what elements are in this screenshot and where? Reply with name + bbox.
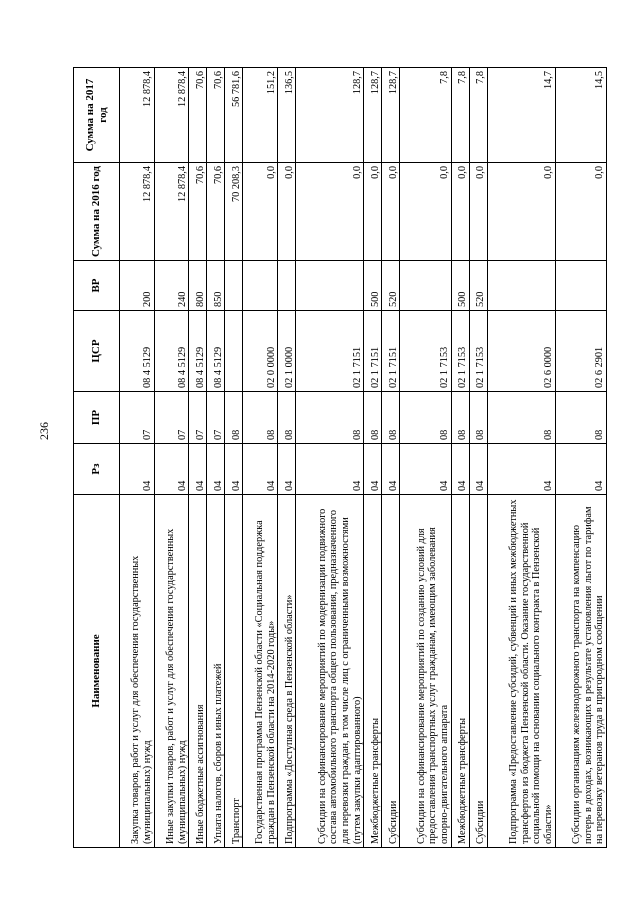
cell-pr: 08 <box>469 392 487 444</box>
cell-pr: 07 <box>189 392 207 444</box>
cell-sum-2017: 56 781,6 <box>225 68 243 163</box>
cell-rz: 04 <box>382 444 400 495</box>
cell-csr: 02 1 7151 <box>296 311 364 392</box>
cell-vr: 850 <box>207 261 225 311</box>
cell-rz: 04 <box>364 444 382 495</box>
cell-csr: 02 1 7153 <box>400 311 451 392</box>
cell-rz: 04 <box>400 444 451 495</box>
cell-sum-2017: 7,8 <box>451 68 469 163</box>
table-row <box>487 68 555 848</box>
cell-pr: 08 <box>225 392 243 444</box>
table-row <box>382 68 400 848</box>
cell-name: Закупка товаров, работ и услуг для обеспечения государственных (муниципальных) нужд <box>120 495 155 848</box>
cell-sum-2016: 0,0 <box>364 163 382 261</box>
cell-csr: 08 4 5129 <box>207 311 225 392</box>
cell-csr: 02 1 0000 <box>278 311 296 392</box>
cell-sum-2017: 7,8 <box>469 68 487 163</box>
table-row <box>225 68 243 848</box>
cell-sum-2016: 70,6 <box>207 163 225 261</box>
cell-name: Уплата налогов, сборов и иных платежей <box>207 495 225 848</box>
header-rz: Рз <box>74 444 120 495</box>
cell-name: Транспорт <box>225 495 243 848</box>
cell-vr: 800 <box>189 261 207 311</box>
cell-name: Государственная программа Пензенской области «Социальная поддержка граждан в Пензенской области на 2014-2020 годы» <box>243 495 278 848</box>
cell-sum-2017: 128,7 <box>382 68 400 163</box>
budget-table <box>73 67 607 848</box>
table-row <box>243 68 278 848</box>
cell-sum-2017: 12 878,4 <box>154 68 189 163</box>
cell-sum-2017: 14,5 <box>555 68 606 163</box>
cell-name: Иные закупки товаров, работ и услуг для обеспечения государственных (муниципальных) нужд <box>154 495 189 848</box>
cell-rz: 04 <box>154 444 189 495</box>
cell-rz: 04 <box>451 444 469 495</box>
cell-name: Подпрограмма «Предоставление субсидий, субвенций и иных межбюджетных трансфертов из бюджета Пензенской области. Оказание государственной социальной помощи на основании социального контракта в Пензенской области» <box>487 495 555 848</box>
table-row <box>400 68 451 848</box>
cell-vr <box>296 261 364 311</box>
cell-pr: 07 <box>207 392 225 444</box>
header-name: Наименование <box>74 495 120 848</box>
cell-pr: 08 <box>278 392 296 444</box>
cell-pr: 07 <box>120 392 155 444</box>
table-row <box>189 68 207 848</box>
cell-rz: 04 <box>555 444 606 495</box>
cell-sum-2017: 151,2 <box>243 68 278 163</box>
cell-vr: 500 <box>451 261 469 311</box>
cell-vr: 500 <box>364 261 382 311</box>
cell-name: Субсидии организациям железнодорожного транспорта на компенсацию потерь в доходах, возникающих в результате установления льгот по тарифам на перевозку ветеранов труда в пригородном сообщении <box>555 495 606 848</box>
cell-sum-2016: 0,0 <box>451 163 469 261</box>
table-row <box>296 68 364 848</box>
table-row <box>451 68 469 848</box>
cell-rz: 04 <box>469 444 487 495</box>
table-row <box>469 68 487 848</box>
cell-pr: 07 <box>154 392 189 444</box>
header-vr: ВР <box>74 261 120 311</box>
page-number: 236 <box>37 422 51 440</box>
cell-sum-2017: 14,7 <box>487 68 555 163</box>
cell-sum-2017: 7,8 <box>400 68 451 163</box>
cell-rz: 04 <box>278 444 296 495</box>
cell-sum-2016: 70 208,3 <box>225 163 243 261</box>
cell-sum-2016: 70,6 <box>189 163 207 261</box>
cell-name: Иные бюджетные ассигнования <box>189 495 207 848</box>
cell-pr: 08 <box>451 392 469 444</box>
cell-vr <box>487 261 555 311</box>
cell-csr: 02 1 7151 <box>364 311 382 392</box>
cell-csr: 02 1 7153 <box>469 311 487 392</box>
cell-rz: 04 <box>120 444 155 495</box>
cell-sum-2016: 0,0 <box>243 163 278 261</box>
cell-sum-2017: 12 878,4 <box>120 68 155 163</box>
table-header-row <box>74 68 120 848</box>
cell-sum-2016: 0,0 <box>487 163 555 261</box>
cell-rz: 04 <box>487 444 555 495</box>
cell-sum-2016: 12 878,4 <box>154 163 189 261</box>
cell-pr: 08 <box>555 392 606 444</box>
cell-sum-2016: 0,0 <box>555 163 606 261</box>
cell-vr <box>278 261 296 311</box>
cell-sum-2017: 136,5 <box>278 68 296 163</box>
cell-vr <box>400 261 451 311</box>
cell-rz: 04 <box>189 444 207 495</box>
table-row <box>278 68 296 848</box>
cell-sum-2017: 70,6 <box>189 68 207 163</box>
budget-table-rotated <box>73 68 607 848</box>
table-row <box>120 68 155 848</box>
cell-sum-2016: 0,0 <box>469 163 487 261</box>
cell-csr: 02 1 7151 <box>382 311 400 392</box>
cell-vr <box>225 261 243 311</box>
cell-csr: 02 0 0000 <box>243 311 278 392</box>
cell-sum-2016: 0,0 <box>382 163 400 261</box>
cell-name: Межбюджетные трансферты <box>451 495 469 848</box>
cell-sum-2017: 70,6 <box>207 68 225 163</box>
cell-pr: 08 <box>400 392 451 444</box>
cell-csr: 08 4 5129 <box>120 311 155 392</box>
table-row <box>364 68 382 848</box>
cell-sum-2016: 0,0 <box>296 163 364 261</box>
cell-sum-2017: 128,7 <box>296 68 364 163</box>
cell-vr <box>555 261 606 311</box>
cell-pr: 08 <box>487 392 555 444</box>
cell-vr: 200 <box>120 261 155 311</box>
cell-vr: 240 <box>154 261 189 311</box>
cell-sum-2016: 12 878,4 <box>120 163 155 261</box>
table-row <box>207 68 225 848</box>
cell-rz: 04 <box>207 444 225 495</box>
cell-rz: 04 <box>296 444 364 495</box>
cell-csr: 08 4 5129 <box>189 311 207 392</box>
cell-rz: 04 <box>243 444 278 495</box>
cell-name: Подпрограмма «Доступная среда в Пензенской области» <box>278 495 296 848</box>
cell-pr: 08 <box>364 392 382 444</box>
cell-name: Субсидии на софинансирование мероприятий по модернизации подвижного состава автомобильного транспорта общего пользования, предназначенного для перевозки граждан, в том числе лиц с ограниченными возможностями (путем закупки адаптированного) <box>296 495 364 848</box>
cell-pr: 08 <box>243 392 278 444</box>
cell-rz: 04 <box>225 444 243 495</box>
header-pr: ПР <box>74 392 120 444</box>
cell-name: Субсидии на софинансирование мероприятий по созданию условий для предоставления транспортных услуг гражданам, имеющим заболевания опорно-двигательного аппарата <box>400 495 451 848</box>
cell-pr: 08 <box>382 392 400 444</box>
cell-csr: 02 6 2901 <box>555 311 606 392</box>
cell-pr: 08 <box>296 392 364 444</box>
header-sum-2016: Сумма на 2016 год <box>74 163 120 261</box>
cell-sum-2016: 0,0 <box>278 163 296 261</box>
header-csr: ЦСР <box>74 311 120 392</box>
cell-csr: 02 1 7153 <box>451 311 469 392</box>
cell-sum-2016: 0,0 <box>400 163 451 261</box>
cell-name: Межбюджетные трансферты <box>364 495 382 848</box>
cell-name: Субсидии <box>382 495 400 848</box>
table-row <box>555 68 606 848</box>
cell-csr: 02 6 0000 <box>487 311 555 392</box>
cell-vr <box>243 261 278 311</box>
cell-csr <box>225 311 243 392</box>
cell-vr: 520 <box>382 261 400 311</box>
cell-name: Субсидии <box>469 495 487 848</box>
table-row <box>154 68 189 848</box>
header-sum-2017: Сумма на 2017 год <box>74 68 120 163</box>
cell-vr: 520 <box>469 261 487 311</box>
cell-csr: 08 4 5129 <box>154 311 189 392</box>
cell-sum-2017: 128,7 <box>364 68 382 163</box>
